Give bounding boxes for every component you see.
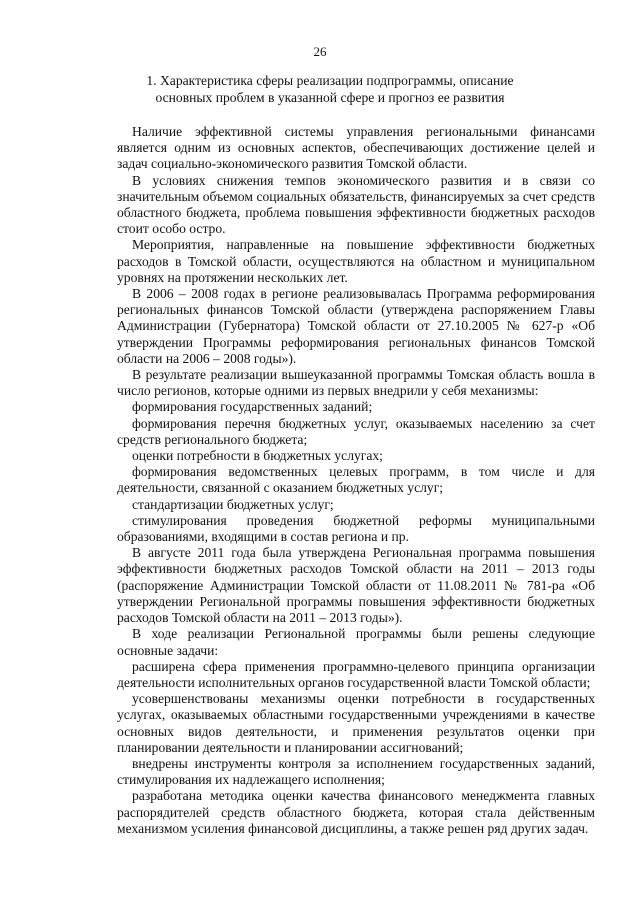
list-item: расширена сфера применения программно-целевого принципа организации деятельности исполнительных органов государственной власти Томской области;: [117, 658, 595, 690]
paragraph: В ходе реализации Региональной программы были решены следующие основные задачи:: [117, 626, 595, 658]
paragraph: В результате реализации вышеуказанной программы Томская область вошла в число регионов, которые одними из первых внедрили у себя механизмы:: [117, 367, 595, 399]
paragraph: Наличие эффективной системы управления региональными финансами является одним из основных аспектов, обеспечивающих достижение целей и задач социально-экономического развития Томской области.: [117, 124, 595, 172]
paragraph: Мероприятия, направленные на повышение эффективности бюджетных расходов в Томской области, осуществляются на областном и муниципальном уровнях на протяжении нескольких лет.: [117, 237, 595, 285]
section-heading-line-1: 1. Характеристика сферы реализации подпрограммы, описание: [146, 73, 514, 88]
paragraph: В условиях снижения темпов экономического развития и в связи со значительным объемом социальных обязательств, финансируемых за счет средств областного бюджета, проблема повышения эффективности бюджетных расходов стоит особо остро.: [117, 172, 595, 237]
paragraph: В 2006 – 2008 годах в регионе реализовывалась Программа реформирования региональных финансов Томской области (утверждена распоряжением Главы Администрации (Губернатора) Томской области от 27.10.2005 № 627-р «Об утверждении Программы реформирования региональных финансов Томской области на 2006 – 2008 годы»).: [117, 286, 595, 366]
list-item: оценки потребности в бюджетных услугах;: [132, 448, 383, 464]
list-item: стандартизации бюджетных услуг;: [132, 496, 334, 512]
list-item: формирования государственных заданий;: [132, 399, 373, 415]
list-item: внедрены инструменты контроля за исполнением государственных заданий, стимулирования их надлежащего исполнения;: [117, 755, 595, 788]
paragraph: В августе 2011 года была утверждена Региональная программа повышения эффективности бюджетных расходов Томской области на 2011 – 2013 годы (распоряжение Администрации Томской области от 11.08.2011 № 781-ра «Об утверждении Региональной программы повышения эффективности бюджетных расходов Томской области на 2011 – 2013 годы»).: [117, 545, 595, 626]
document-body: [117, 124, 595, 837]
list-item: стимулирования проведения бюджетной реформы муниципальными образованиями, входящими в состав региона и пр.: [117, 512, 595, 545]
list-item: усовершенствованы механизмы оценки потребности в государственных услугах, оказываемых областными государственными учреждениями в качестве основных видов деятельности, и применения результатов оценки при планировании деятельности и планировании ассигнований;: [117, 691, 595, 755]
section-heading: [110, 72, 550, 106]
list-item: разработана методика оценки качества финансового менеджмента главных распорядителей средств областного бюджета, которая стала действенным механизмом усиления финансовой дисциплины, а также решен ряд других задач.: [117, 788, 595, 836]
list-item: формирования ведомственных целевых программ, в том числе и для деятельности, связанной с оказанием бюджетных услуг;: [117, 464, 595, 496]
list-item: формирования перечня бюджетных услуг, оказываемых населению за счет средств регионального бюджета;: [117, 415, 595, 447]
section-heading-line-2: основных проблем в указанной сфере и прогноз ее развития: [155, 90, 505, 105]
page-number: 26: [313, 44, 327, 59]
